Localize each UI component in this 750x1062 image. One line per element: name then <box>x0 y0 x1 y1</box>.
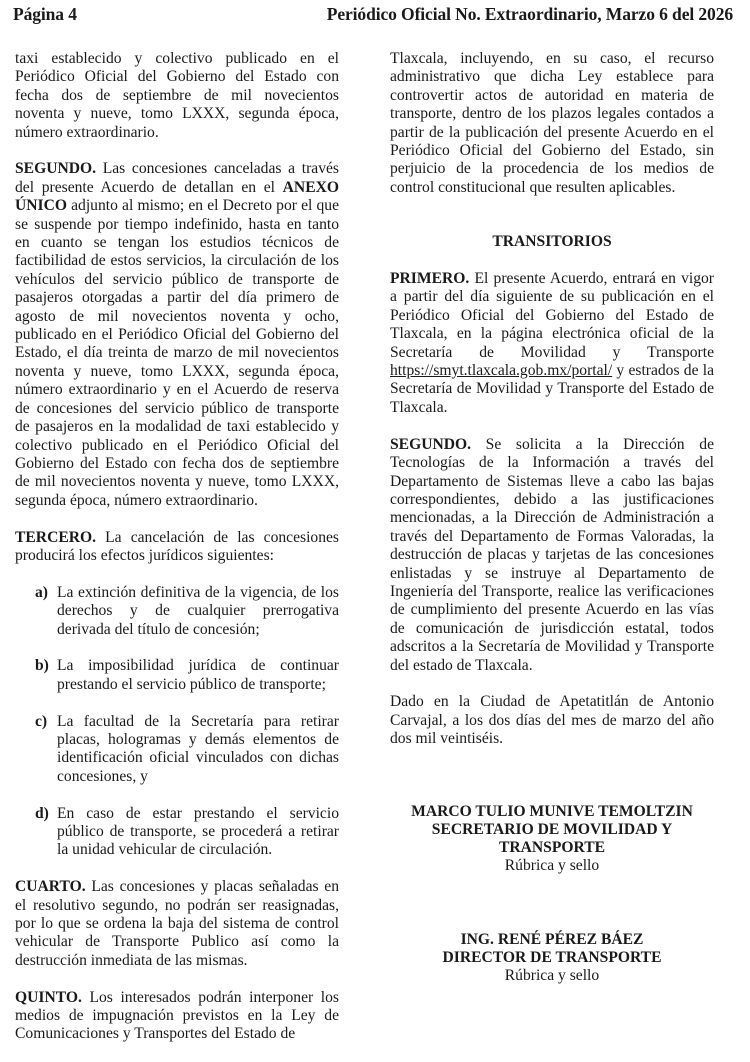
list-marker: a) <box>35 583 48 601</box>
article-text: adjunto al mismo; en el Decreto por el que se suspende por tiempo indefinido, hasta en tanto en cuanto se tengan los estudios técnicos de factibilidad de estos servicios, la circulación de los vehículos del servicio público de transporte de pasajeros otorgadas a partir del día primero de agosto de mil novecientos noventa y ocho, publicado en el Periódico Oficial del Gobierno del Estado, el día treinta de marzo de mil novecientos noventa y nueve, tomo LXXX, segunda época, número extraordinario y en el Acuerdo de reserva de concesiones del servicio público de transporte de pasajeros en la modalidad de taxi establecido y colectivo publicado en el Periódico Oficial del Gobierno del Estado con fecha dos de septiembre de mil novecientos noventa y nueve, tomo LXXX, segunda época, número extraordinario. <box>15 197 339 509</box>
list-marker: c) <box>35 712 48 730</box>
article-label: CUARTO. <box>15 878 86 896</box>
dado-paragraph: Dado en la Ciudad de Apetatitlán de Antonio Carvajal, a los dos días del mes de marzo del año dos mil veintiséis. <box>390 693 714 748</box>
signature-note: Rúbrica y sello <box>504 856 600 874</box>
article-text: Los interesados podrán interponer los medios de impugnación previstos en la Ley de Comunicaciones y Transportes del Estado de <box>15 988 339 1043</box>
left-column <box>15 50 339 1062</box>
list-text: La facultad de la Secretaría para retirar placas, hologramas y demás elementos de identificación oficial vinculados con dichas concesiones, y <box>57 712 339 785</box>
list-item <box>15 713 339 787</box>
transitorio-segundo <box>390 436 714 675</box>
article-text: Se solicita a la Dirección de Tecnologías de la Información a través del Departamento de Sistemas lleve a cabo las bajas correspondientes, debido a las justificaciones mencionadas, a la Dirección de Administración a través del Departamento de Formas Valoradas, la destrucción de placas y tarjetas de las concesiones enlistadas y se instruye al Departamento de Ingeniería del Transporte, realice las verificaciones de cumplimiento del presente Acuerdo en las vías de comunicación de jurisdicción estatal, todos adscritos a la Secretaría de Movilidad y Transporte del estado de Tlaxcala. <box>390 435 714 674</box>
signer-title: DIRECTOR DE TRANSPORTE <box>442 948 662 966</box>
article-text: y estrados de la Secretaría de Movilidad y Transporte del Estado de Tlaxcala. <box>390 362 714 416</box>
article-cuarto <box>15 878 339 970</box>
list-item <box>15 584 339 639</box>
signer-name: ING. RENÉ PÉREZ BÁEZ <box>460 930 644 948</box>
signature-block-secretary <box>390 803 714 875</box>
transitorios-heading: TRANSITORIOS <box>492 233 612 251</box>
page-number: Página 4 <box>13 4 77 24</box>
list-marker: d) <box>35 804 49 822</box>
article-segundo <box>15 160 339 510</box>
article-label: TERCERO. <box>15 528 97 546</box>
article-quinto <box>15 989 339 1044</box>
article-tercero <box>15 529 339 566</box>
list-marker: b) <box>35 657 49 675</box>
right-column <box>390 50 714 985</box>
list-text: La imposibilidad jurídica de continuar prestando el servicio público de transporte; <box>57 657 339 693</box>
signer-title: SECRETARIO DE MOVILIDAD Y <box>431 820 673 838</box>
signature-note: Rúbrica y sello <box>504 966 600 984</box>
signature-block-director <box>390 931 714 985</box>
article-label: PRIMERO. <box>390 270 470 288</box>
article-text: Las concesiones y placas señaladas en el resolutivo segundo, no podrán ser reasignadas, por lo que se ordena la baja del sistema de control vehicular de Transporte Publico así como la destrucción inmediata de las mismas. <box>15 878 339 969</box>
article-label: QUINTO. <box>15 988 82 1006</box>
list-item <box>15 657 339 694</box>
list-item <box>15 805 339 860</box>
intro-paragraph: taxi establecido y colectivo publicado en el Periódico Oficial del Gobierno del Estado con fecha dos de septiembre de mil novecientos noventa y nueve, tomo LXXX, segunda época, número extraordinario. <box>15 50 339 141</box>
list-text: La extinción definitiva de la vigencia, de los derechos y de cualquier prerrogativa derivada del título de concesión; <box>57 583 339 638</box>
article-label: SEGUNDO. <box>15 160 97 178</box>
page-header <box>13 4 733 25</box>
portal-link[interactable]: https://smyt.tlaxcala.gob.mx/portal/ <box>390 362 613 380</box>
annex-reference: ANEXO ÚNICO <box>15 178 339 215</box>
signer-title: TRANSPORTE <box>498 838 606 856</box>
article-text: Las concesiones canceladas a través del presente Acuerdo de detallan en el <box>15 160 339 196</box>
list-text: En caso de estar prestando el servicio público de transporte, se procederá a retirar la unidad vehicular de circulación. <box>57 804 339 859</box>
signer-name: MARCO TULIO MUNIVE TEMOLTZIN <box>411 802 693 820</box>
effects-list <box>15 584 339 860</box>
quinto-continued: Tlaxcala, incluyendo, en su caso, el recurso administrativo que dicha Ley establece para controvertir actos de autoridad en materia de transporte, dentro de los plazos legales contados a partir de la publicación del presente Acuerdo en el Periódico Oficial del Gobierno del Estado, sin perjuicio de la procedencia de los medios de control constitucional que resulten aplicables. <box>390 50 714 196</box>
article-text: El presente Acuerdo, entrará en vigor a partir del día siguiente de su publicación en el Periódico Oficial del Gobierno del Estado de Tlaxcala, en la página electrónica oficial de la Secretaría de Movilidad y Transporte <box>390 270 714 361</box>
publication-title: Periódico Oficial No. Extraordinario, Marzo 6 del 2026 <box>326 4 733 24</box>
article-text: La cancelación de las concesiones producirá los efectos jurídicos siguientes: <box>15 528 339 564</box>
transitorio-primero <box>390 270 714 417</box>
article-label: SEGUNDO. <box>390 435 472 453</box>
